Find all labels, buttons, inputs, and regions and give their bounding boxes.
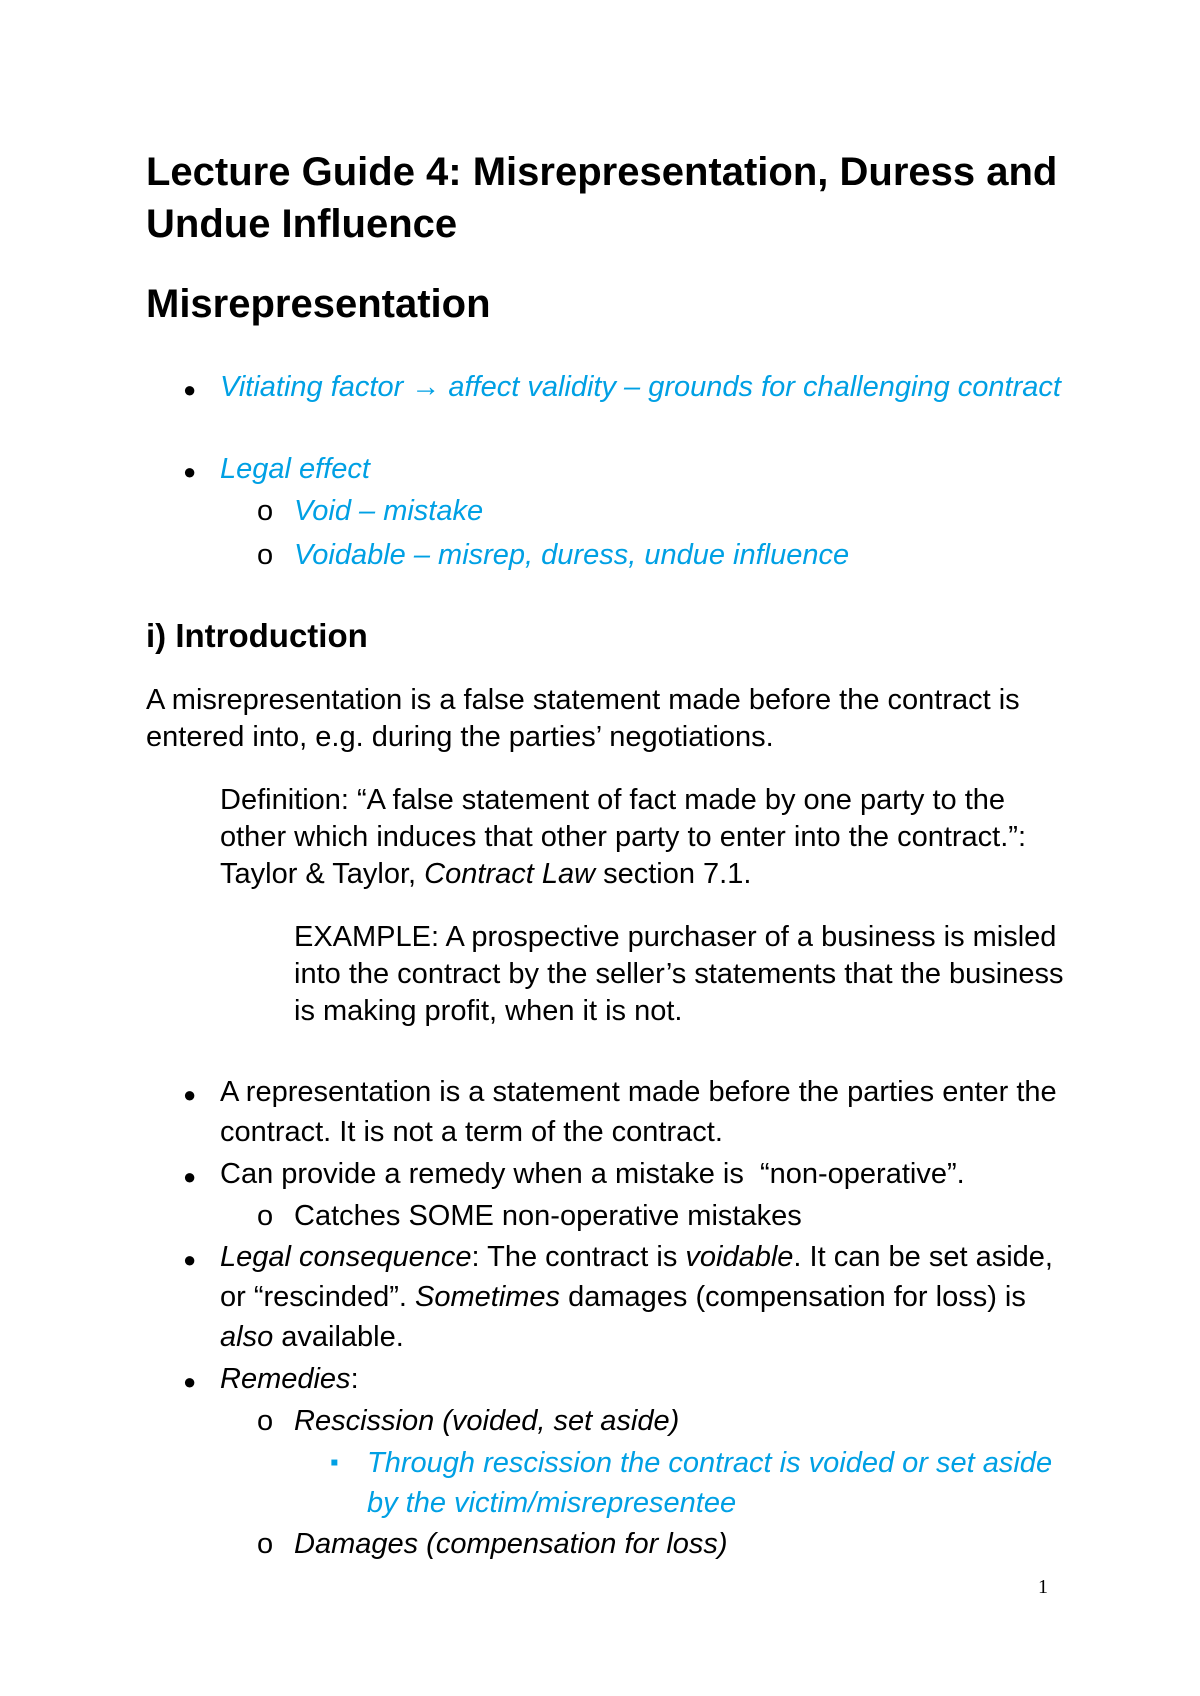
- sub-bullet-marker: o: [257, 495, 274, 527]
- sometimes-term: Sometimes: [415, 1281, 561, 1313]
- subheading-introduction: i) Introduction: [146, 617, 368, 654]
- example-paragraph: EXAMPLE: A prospective purchaser of a business is misled into the contract by the seller’s statements that the business is making profit, when it is not.: [294, 921, 1064, 1027]
- bullet-marker: ●: [183, 1082, 197, 1107]
- square-bullet-marker: ▪: [330, 1449, 339, 1476]
- list-item-legal-effect: Legal effect: [220, 453, 370, 485]
- consequence-text: damages (compensation for loss) is: [560, 1281, 1026, 1313]
- list-item-remedies: [220, 1359, 359, 1399]
- bullet-marker: ●: [183, 1247, 197, 1272]
- sub-bullet-marker: o: [257, 1200, 274, 1232]
- bullet-marker: ●: [183, 459, 197, 484]
- consequence-text: available.: [273, 1321, 404, 1353]
- page-number: 1: [1038, 1576, 1048, 1598]
- list-item-rescission: Rescission (voided, set aside): [294, 1405, 680, 1437]
- list-item-damages: Damages (compensation for loss): [294, 1528, 728, 1560]
- remedies-colon: :: [350, 1363, 359, 1395]
- list-item-vitiating-factor: Vitiating factor → affect validity – grounds for challenging contract: [220, 371, 1061, 403]
- sub-bullet-marker: o: [257, 1405, 274, 1437]
- list-item-voidable: Voidable – misrep, duress, undue influence: [294, 539, 850, 571]
- definition-section: section 7.1.: [595, 858, 752, 890]
- sub-bullet-marker: o: [257, 1528, 274, 1560]
- section-heading: Misrepresentation: [146, 282, 491, 326]
- definition-paragraph: [220, 782, 1060, 893]
- definition-text: Definition: “A false statement of fact made by one party to the other which induces that other party to enter into the contract.”: Taylor & Taylor,: [220, 784, 1026, 890]
- also-term: also: [220, 1321, 274, 1353]
- list-item-representation: A representation is a statement made before the parties enter the contract. It is not a term of the contract.: [220, 1076, 1057, 1148]
- bullet-marker: ●: [183, 1164, 197, 1189]
- list-item-void: Void – mistake: [294, 495, 484, 527]
- intro-paragraph: A misrepresentation is a false statement made before the contract is entered into, e.g. during the parties’ negotiations.: [146, 684, 1020, 753]
- list-item-catches: Catches SOME non-operative mistakes: [294, 1200, 802, 1232]
- consequence-text: : The contract is: [471, 1241, 686, 1273]
- bullet-marker: ●: [183, 1369, 197, 1394]
- document-title: Lecture Guide 4: Misrepresentation, Duress and Undue Influence: [146, 150, 1058, 246]
- bullet-marker: ●: [183, 377, 197, 402]
- sub-bullet-marker: o: [257, 539, 274, 571]
- consequence-text: . It can be set aside, or “rescinded”.: [220, 1241, 1053, 1313]
- list-item-remedy: Can provide a remedy when a mistake is “non-operative”.: [220, 1158, 965, 1190]
- voidable-term: voidable: [685, 1241, 794, 1273]
- list-item-rescission-note: Through rescission the contract is voided or set aside by the victim/misrepresentee: [367, 1447, 1053, 1519]
- legal-consequence-label: Legal consequence: [220, 1241, 472, 1273]
- list-item-legal-consequence: [220, 1237, 1080, 1357]
- definition-source-title: Contract Law: [424, 858, 596, 890]
- remedies-label: Remedies: [220, 1363, 351, 1395]
